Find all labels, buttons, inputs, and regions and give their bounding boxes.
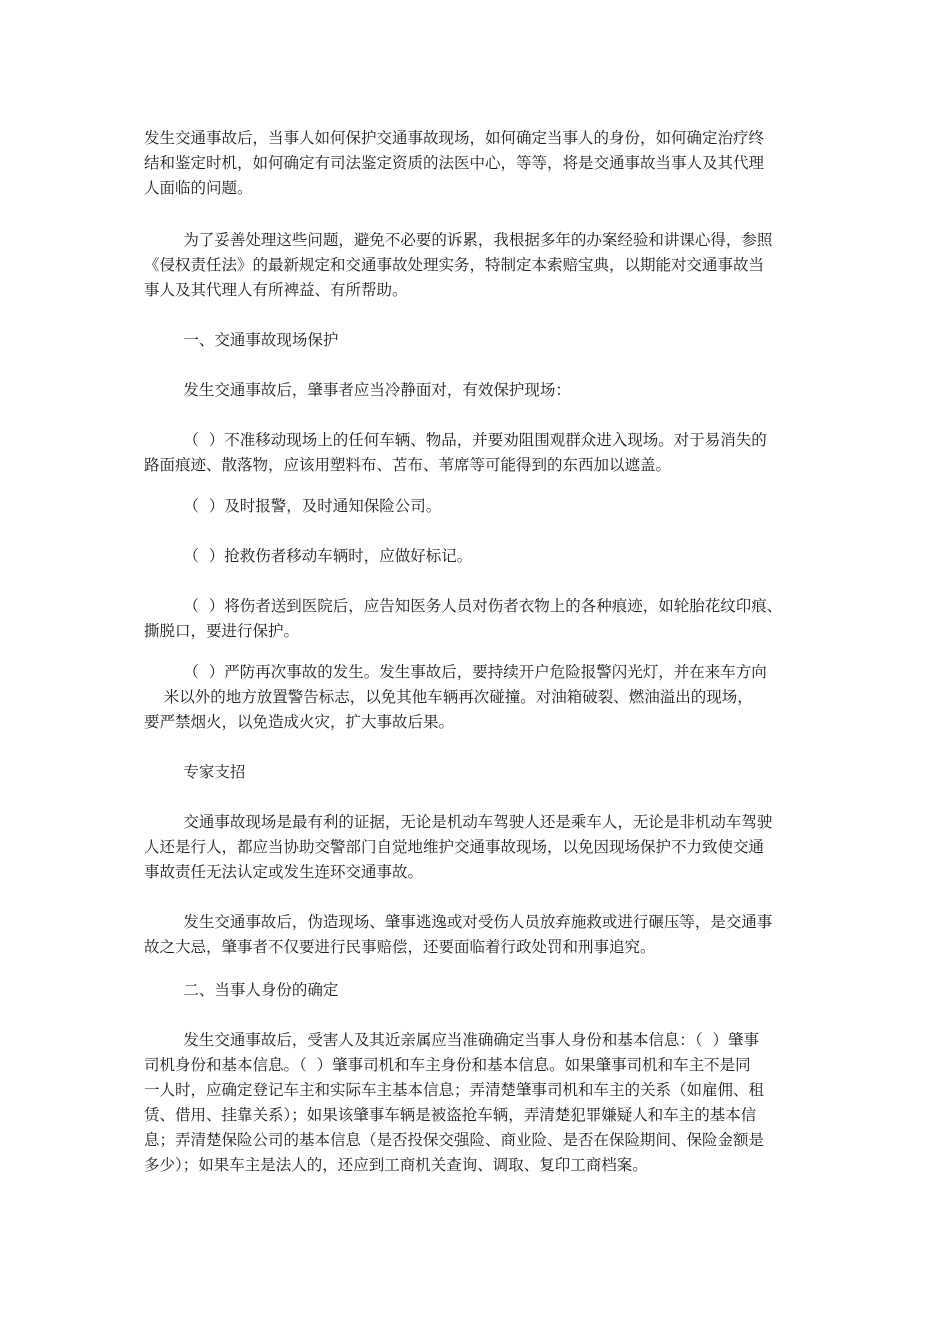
list-item-no-moving: （ ）不准移动现场上的任何车辆、物品，并要劝阻围观群众进入现场。对于易消失的 路面痕迹、散落物，应该用塑料布、苫布、苇席等可能得到的东西加以遮盖。 bbox=[144, 431, 767, 474]
paragraph-scene-intro: 发生交通事故后，肇事者应当冷静面对，有效保护现场： bbox=[144, 381, 571, 399]
paragraph-identity-details: 发生交通事故后，受害人及其近亲属应当准确确定当事人身份和基本信息：（ ）肇事 司机身份和基本信息。（ ）肇事司机和车主身份和基本信息。如果肇事司机和车主不是同 一人时，应确定登记车主和实际车主基本信息；弄清楚肇事司机和车主的关系（如雇佣、租 赁、借用、挂靠关系）；如果该肇事车辆是被盗抢车辆，弄清楚犯罪嫌疑人和车主的基本信 息；弄清楚保险公司的基本信息（是否投保交强险、商业险、是否在保险期间、保险金额是 多少）；如果车主是法人的，还应到工商机关查询、调取、复印工商档案。 bbox=[144, 1031, 765, 1174]
section-heading-identity: 二、当事人身份的确定 bbox=[144, 981, 339, 999]
list-item-report-police: （ ）及时报警，及时通知保险公司。 bbox=[144, 497, 442, 515]
list-item-mark-vehicle: （ ）抢救伤者移动车辆时，应做好标记。 bbox=[144, 547, 473, 565]
section-heading-expert-tips: 专家支招 bbox=[144, 763, 246, 781]
list-item-hospital-traces: （ ）将伤者送到医院后，应告知医务人员对伤者衣物上的各种痕迹，如轮胎花纹印痕、 撕脱口，要进行保护。 bbox=[144, 597, 783, 640]
list-item-prevent-secondary: （ ）严防再次事故的发生。发生事故后，要持续开户危险报警闪光灯，并在来车方向 米以外的地方放置警告标志，以免其他车辆再次碰撞。对油箱破裂、燃油溢出的现场， 要严禁烟火，以免造成火灾，扩大事故后果。 bbox=[144, 663, 767, 731]
section-heading-scene-protection: 一、交通事故现场保护 bbox=[144, 331, 339, 349]
paragraph-expert-warning: 发生交通事故后，伪造现场、肇事逃逸或对受伤人员放弃施救或进行碾压等，是交通事 故之大忌，肇事者不仅要进行民事赔偿，还要面临着行政处罚和刑事追究。 bbox=[144, 913, 773, 956]
paragraph-intro: 发生交通事故后，当事人如何保护交通事故现场，如何确定当事人的身份，如何确定治疗终 结和鉴定时机，如何确定有司法鉴定资质的法医中心，等等，将是交通事故当事人及其代理 人面临的问题。 bbox=[144, 129, 765, 197]
paragraph-expert-evidence: 交通事故现场是最有利的证据，无论是机动车驾驶人还是乘车人，无论是非机动车驾驶 人还是行人，都应当协助交警部门自觉地维护交通事故现场，以免因现场保护不力致使交通 事故责任无法认定或发生连环交通事故。 bbox=[144, 813, 773, 881]
paragraph-purpose: 为了妥善处理这些问题，避免不必要的诉累，我根据多年的办案经验和讲课心得，参照 《侵权责任法》的最新规定和交通事故处理实务，特制定本索赔宝典，以期能对交通事故当 事人及其代理人有所裨益、有所帮助。 bbox=[144, 231, 773, 299]
